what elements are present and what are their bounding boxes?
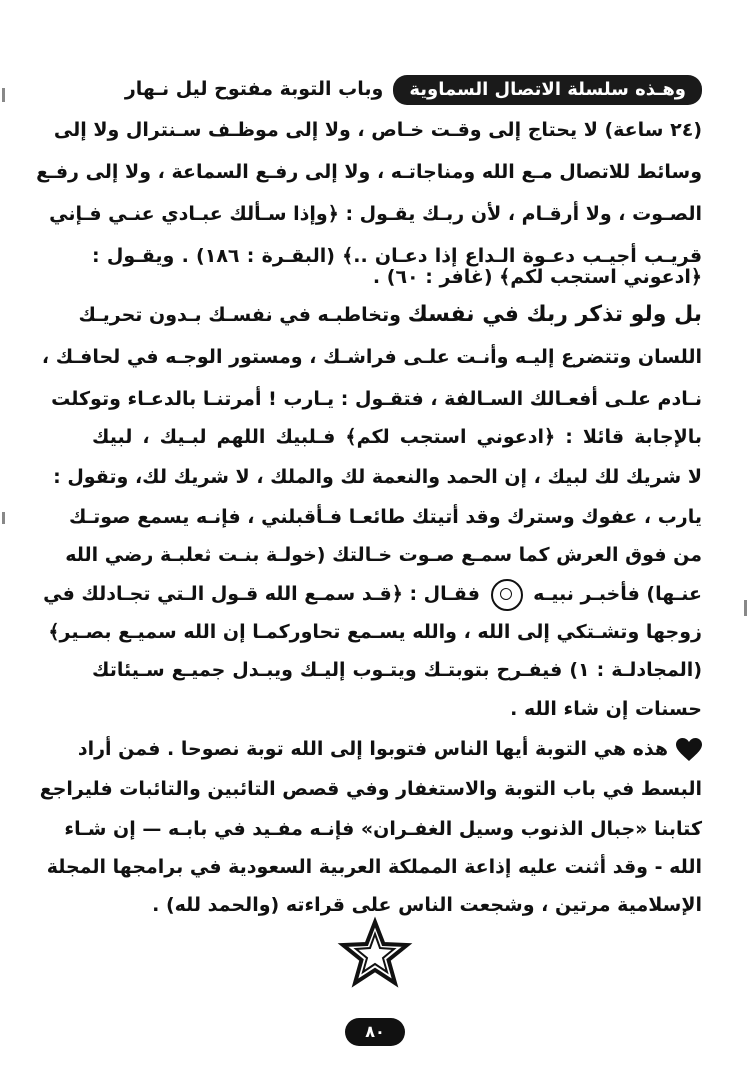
scan-edge-mark — [2, 512, 5, 524]
text-line-2: (٢٤ ساعة) لا يحتاج إلى وقـت خـاص ، ولا إلى موظـف سـنترال ولا إلى — [53, 119, 702, 141]
text-line-18-text: هذه هي التوبة أيها الناس فتوبوا إلى الله توبة نصوحا . فمن أراد — [77, 738, 668, 760]
text-line-22-text: الإسلامية مرتين ، وشجعت الناس على قراءته (والحمد لله) . — [152, 894, 702, 916]
text-line-10: بالإجابة قائلا : ﴿ادعوني استجب لكم﴾ فـلبيك اللهم لبـيك ، لبيك — [92, 426, 702, 448]
text-line-4: الصـوت ، ولا أرقـام ، لأن ربـك يقـول : ﴿وإذا سـألك عبـادي عنـي فـإني — [49, 203, 702, 225]
text-line-14 — [43, 575, 702, 613]
text-line-3: وسائط للاتصال مـع الله ومناجاتـه ، ولا إلى رفـع السماعة ، ولا إلى رفـع — [36, 161, 702, 183]
text-line-15: زوجها وتشـتكي إلى الله ، والله يسـمع تحاوركمـا إن الله سميـع بصـير﴾ — [48, 621, 702, 643]
text-line-7 — [78, 296, 702, 334]
star-ornament-icon — [340, 920, 410, 986]
text-line-6 — [92, 258, 702, 296]
text-line-9: نـادم علـى أفعـالك السـالفة ، فتقـول : يـارب ! أمرتنـا بالدعـاء وتوكلت — [51, 388, 702, 410]
text-line-1 — [92, 70, 702, 108]
text-line-7-rest: وتخاطبـه في نفسـك بـدون تحريـك — [78, 304, 401, 326]
text-line-21: الله - وقد أثنت عليه إذاعة المملكة العربية السعودية في برامجها المجلة — [46, 856, 702, 878]
pbuh-seal-icon — [491, 579, 523, 611]
emphasis-lead: بل ولو تذكر ربك في نفسك — [407, 302, 702, 327]
page-number-badge: ٨٠ — [345, 1018, 405, 1046]
text-line-22 — [92, 886, 702, 924]
text-line-8: اللسان وتتضرع إليـه وأنـت علـى فراشـك ، ومستور الوجـه في لحافـك ، — [41, 346, 702, 368]
scan-edge-mark — [2, 88, 5, 102]
text-line-18 — [77, 730, 702, 768]
text-line-14-end: فقـال : ﴿قـد سمـع الله قـول الـتي تجـادلك في — [43, 583, 480, 605]
text-line-1-rest: وباب التوبة مفتوح ليل نـهار — [124, 78, 384, 100]
header-pill: وهـذه سلسلة الاتصال السماوية — [393, 75, 702, 105]
text-line-11: لا شريك لك لبيك ، إن الحمد والنعمة لك والملك ، لا شريك لك، وتقول : — [53, 466, 702, 488]
text-line-5: قريـب أجيـب دعـوة الـداع إذا دعـان ..﴾ (البقـرة : ١٨٦) . ويقـول : — [92, 245, 703, 267]
text-line-17-text: حسنات إن شاء الله . — [510, 698, 702, 720]
text-line-12: يارب ، عفوك وسترك وقد أتيتك طائعـا فـأقبلني ، فإنـه يسمع صوتـك — [68, 506, 702, 528]
text-line-6-text: ﴿ادعوني استجب لكم﴾ (غافر : ٦٠) . — [372, 266, 702, 288]
text-line-13: من فوق العرش كما سمـع صـوت خـالتك (خولـة بنـت ثعلبـة رضي الله — [65, 544, 702, 566]
scan-edge-mark — [744, 600, 747, 616]
text-line-19: البسط في باب التوبة والاستغفار وفي قصص التائبين والتائبات فليراجع — [39, 778, 702, 800]
text-line-14-start: عنـها) فأخبـر نبيـه — [533, 583, 702, 605]
text-line-17 — [92, 690, 702, 728]
text-line-20: كتابنا «جبال الذنوب وسيل الغفـران» فإنـه مفـيد في بابـه — إن شـاء — [64, 818, 702, 840]
heart-icon — [676, 738, 702, 762]
text-line-16: (المجادلـة : ١) فيفـرح بتوبتـك ويتـوب إليـك ويبـدل جميـع سـيئاتك — [92, 659, 703, 681]
